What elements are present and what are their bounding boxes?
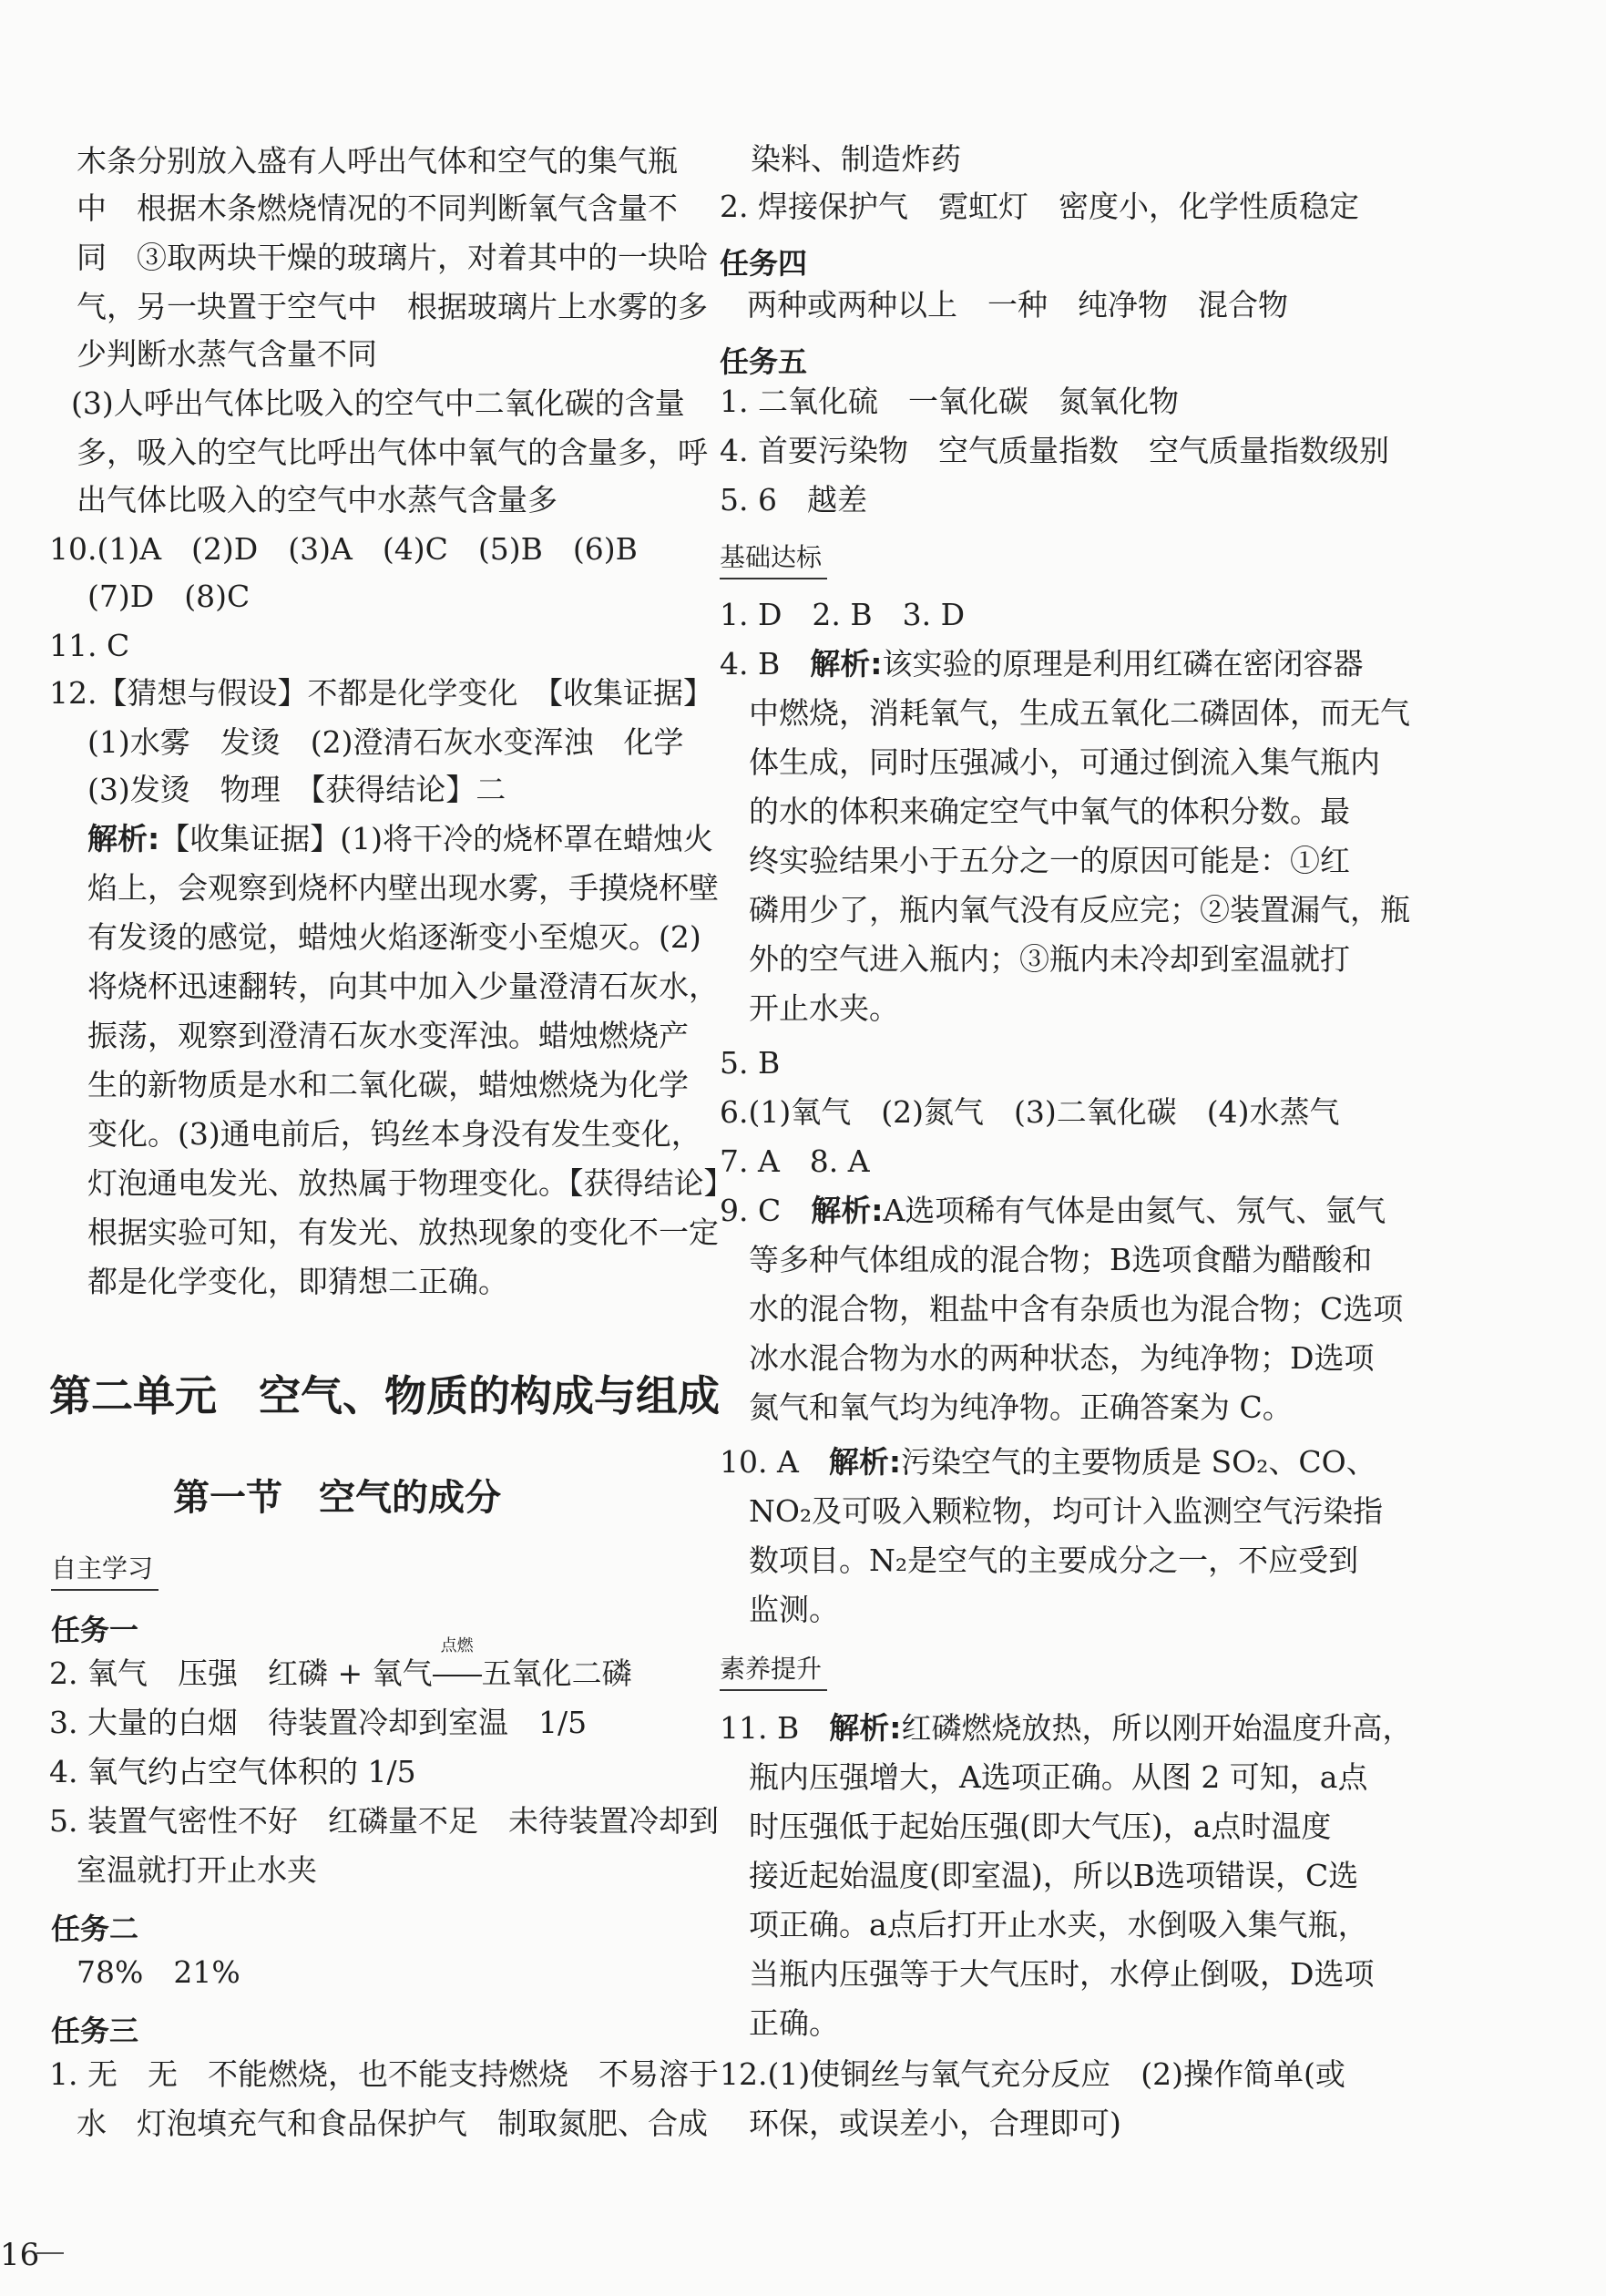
task-5-heading: 任务五: [720, 344, 808, 379]
explanation-text: 污染空气的主要物质是 SO₂、CO、: [901, 1444, 1376, 1480]
task-4-heading: 任务四: [720, 246, 808, 281]
explanation-text: 【收集证据】(1)将干冷的烧杯罩在蜡烛火: [159, 821, 713, 856]
lesson-title: 第一节 空气的成分: [173, 1477, 501, 1519]
page-number: 16: [0, 2237, 40, 2273]
improve-11-line-4: 接近起始温度(即室温)，所以B选项错误，C选: [749, 1858, 1359, 1893]
q12-explanation-line-3: 有发烫的感觉，蜡烛火焰逐渐变小至熄灭。(2): [87, 919, 701, 955]
basic-1-3: 1. D 2. B 3. D: [720, 597, 966, 632]
reaction-condition: 点燃: [440, 1636, 474, 1655]
explanation-label: 解析:: [829, 1710, 902, 1746]
task-5-item-1: 1. 二氧化硫 一氧化碳 氮氧化物: [720, 384, 1179, 419]
basic-6: 6.(1)氧气 (2)氮气 (3)二氧化碳 (4)水蒸气: [720, 1094, 1340, 1130]
section-improve: 素养提升: [720, 1649, 827, 1691]
reaction-arrow: [433, 1636, 482, 1688]
page-number-dash: [36, 2252, 64, 2254]
basic-9-line-3: 水的混合物，粗盐中含有杂质也为混合物；C选项: [749, 1291, 1404, 1327]
q12-line-1: 12.【猜想与假设】不都是化学变化 【收集证据】: [49, 675, 713, 711]
explanation-label: 解析:: [87, 821, 160, 856]
task-1-item-5-line-1: 5. 装置气密性不好 红磷量不足 未待装置冷却到: [49, 1803, 719, 1839]
task-5-item-4: 4. 首要污染物 空气质量指数 空气质量指数级别: [720, 433, 1389, 468]
improve-11-line-1: [720, 1710, 1413, 1746]
q12-explanation-line-2: 焰上，会观察到烧杯内壁出现水雾，手摸烧杯壁: [87, 870, 719, 906]
basic-4-answer: 4. B: [720, 646, 781, 682]
q9-line-1: 木条分别放入盛有人呼出气体和空气的集气瓶: [77, 143, 678, 179]
reaction-product: 五氧化二磷: [481, 1655, 632, 1691]
improve-11-line-5: 项正确。a点后打开止水夹，水倒吸入集气瓶，: [749, 1907, 1368, 1942]
basic-4-line-5: 终实验结果小于五分之一的原因可能是：①红: [749, 843, 1350, 878]
improve-11-line-7: 正确。: [749, 2005, 839, 2041]
improve-12-line-1: 12.(1)使铜丝与氧气充分反应 (2)操作简单(或: [720, 2056, 1345, 2092]
q12-explanation-line-1: [87, 821, 713, 856]
improve-11-answer: 11. B: [720, 1710, 800, 1746]
basic-4-line-2: 中燃烧，消耗氧气，生成五氧化二磷固体，而无气: [749, 695, 1410, 731]
q9-line-5: 少判断水蒸气含量不同: [77, 336, 377, 372]
q12-explanation-line-10: 都是化学变化，即猜想二正确。: [87, 1264, 508, 1299]
q9-3-line-1: (3)人呼出气体比吸入的空气中二氧化碳的含量: [71, 385, 685, 421]
improve-12-line-2: 环保，或误差小，合理即可): [749, 2106, 1121, 2141]
basic-4-line-4: 的水的体积来确定空气中氧气的体积分数。最: [749, 794, 1350, 829]
q10-line-2: (7)D (8)C: [87, 579, 251, 614]
q10-line-1: 10.(1)A (2)D (3)A (4)C (5)B (6)B: [49, 531, 638, 567]
q11: 11. C: [49, 628, 130, 663]
task-1-heading: 任务一: [51, 1613, 139, 1647]
task-3-heading: 任务三: [51, 2014, 139, 2048]
task-1-item-4: 4. 氧气约占空气体积的 1/5: [49, 1754, 416, 1789]
q9-line-3: 同 ③取两块干燥的玻璃片，对着其中的一块哈: [77, 240, 708, 275]
basic-10-answer: 10. A: [720, 1444, 799, 1480]
improve-11-line-3: 时压强低于起始压强(即大气压)，a点时温度: [749, 1809, 1332, 1844]
task-1-item-5-line-2: 室温就打开止水夹: [77, 1852, 317, 1888]
section-self-study: 自主学习: [51, 1549, 159, 1591]
basic-4-line-7: 外的空气进入瓶内；③瓶内未冷却到室温就打: [749, 941, 1350, 977]
task-3-item-1-line-3: 染料、制造炸药: [751, 141, 961, 177]
reaction-reactants: 2. 氧气 压强 红磷 + 氧气: [49, 1655, 433, 1691]
q12-explanation-line-8: 灯泡通电发光、放热属于物理变化。【获得结论】: [87, 1165, 734, 1201]
task-3-item-2: 2. 焊接保护气 霓虹灯 密度小，化学性质稳定: [720, 189, 1359, 224]
q12-line-2: (1)水雾 发烫 (2)澄清石灰水变浑浊 化学: [87, 724, 684, 760]
basic-9-line-4: 冰水混合物为水的两种状态，为纯净物；D选项: [749, 1340, 1375, 1376]
task-2-answer: 78% 21%: [77, 1954, 240, 1990]
basic-10-line-2: NO₂及可吸入颗粒物，均可计入监测空气污染指: [749, 1493, 1384, 1529]
basic-9-line-5: 氮气和氧气均为纯净物。正确答案为 C。: [749, 1389, 1293, 1425]
q12-explanation-line-9: 根据实验可知，有发光、放热现象的变化不一定: [87, 1215, 719, 1250]
basic-9-line-2: 等多种气体组成的混合物；B选项食醋为醋酸和: [749, 1242, 1373, 1277]
explanation-text: A选项稀有气体是由氦气、氖气、氩气: [883, 1193, 1386, 1228]
explanation-text: 红磷燃烧放热，所以刚开始温度升高，: [901, 1710, 1413, 1746]
improve-11-line-6: 当瓶内压强等于大气压时，水停止倒吸，D选项: [749, 1956, 1375, 1992]
q12-explanation-line-7: 变化。(3)通电前后，钨丝本身没有发生变化，: [87, 1116, 701, 1152]
q12-line-3: (3)发烫 物理 【获得结论】二: [87, 772, 506, 807]
q9-line-2: 中 根据木条燃烧情况的不同判断氧气含量不: [77, 190, 678, 226]
task-2-heading: 任务二: [51, 1912, 139, 1946]
basic-9-line-1: [720, 1193, 1386, 1228]
improve-11-line-2: 瓶内压强增大，A选项正确。从图 2 可知，a点: [749, 1759, 1368, 1795]
basic-10-line-4: 监测。: [749, 1592, 839, 1627]
task-3-item-1-line-1: 1. 无 无 不能燃烧，也不能支持燃烧 不易溶于: [49, 2056, 719, 2092]
q12-explanation-line-6: 生的新物质是水和二氧化碳，蜡烛燃烧为化学: [87, 1067, 689, 1102]
explanation-label: 解析:: [828, 1444, 902, 1480]
q12-explanation-line-4: 将烧杯迅速翻转，向其中加入少量澄清石灰水，: [87, 969, 719, 1004]
basic-7-8: 7. A 8. A: [720, 1143, 870, 1179]
task-1-item-3: 3. 大量的白烟 待装置冷却到室温 1/5: [49, 1705, 588, 1740]
task-5-item-5: 5. 6 越差: [720, 482, 867, 518]
basic-5: 5. B: [720, 1045, 781, 1081]
section-basic: 基础达标: [720, 538, 827, 579]
basic-4-line-1: [720, 646, 1364, 682]
basic-10-line-1: [720, 1444, 1376, 1480]
explanation-label: 解析:: [810, 646, 883, 682]
basic-4-line-6: 磷用少了，瓶内氧气没有反应完；②装置漏气，瓶: [749, 892, 1410, 928]
basic-4-line-3: 体生成，同时压强减小，可通过倒流入集气瓶内: [749, 744, 1380, 780]
q9-3-line-2: 多，吸入的空气比呼出气体中氧气的含量多，呼: [77, 435, 708, 470]
basic-4-line-8: 开止水夹。: [749, 990, 899, 1026]
q9-line-4: 气，另一块置于空气中 根据玻璃片上水雾的多: [77, 289, 708, 324]
unit-title: 第二单元 空气、物质的构成与组成: [49, 1371, 720, 1420]
task-3-item-1-line-2: 水 灯泡填充气和食品保护气 制取氮肥、合成: [77, 2106, 708, 2141]
q12-explanation-line-5: 振荡，观察到澄清石灰水变浑浊。蜡烛燃烧产: [87, 1018, 689, 1053]
task-4-answer: 两种或两种以上 一种 纯净物 混合物: [747, 287, 1288, 323]
task-1-item-2: [49, 1636, 632, 1691]
explanation-label: 解析:: [811, 1193, 884, 1228]
basic-9-answer: 9. C: [720, 1193, 782, 1228]
basic-10-line-3: 数项目。N₂是空气的主要成分之一，不应受到: [749, 1543, 1359, 1578]
q9-3-line-3: 出气体比吸入的空气中水蒸气含量多: [77, 482, 557, 518]
explanation-text: 该实验的原理是利用红磷在密闭容器: [882, 646, 1364, 682]
